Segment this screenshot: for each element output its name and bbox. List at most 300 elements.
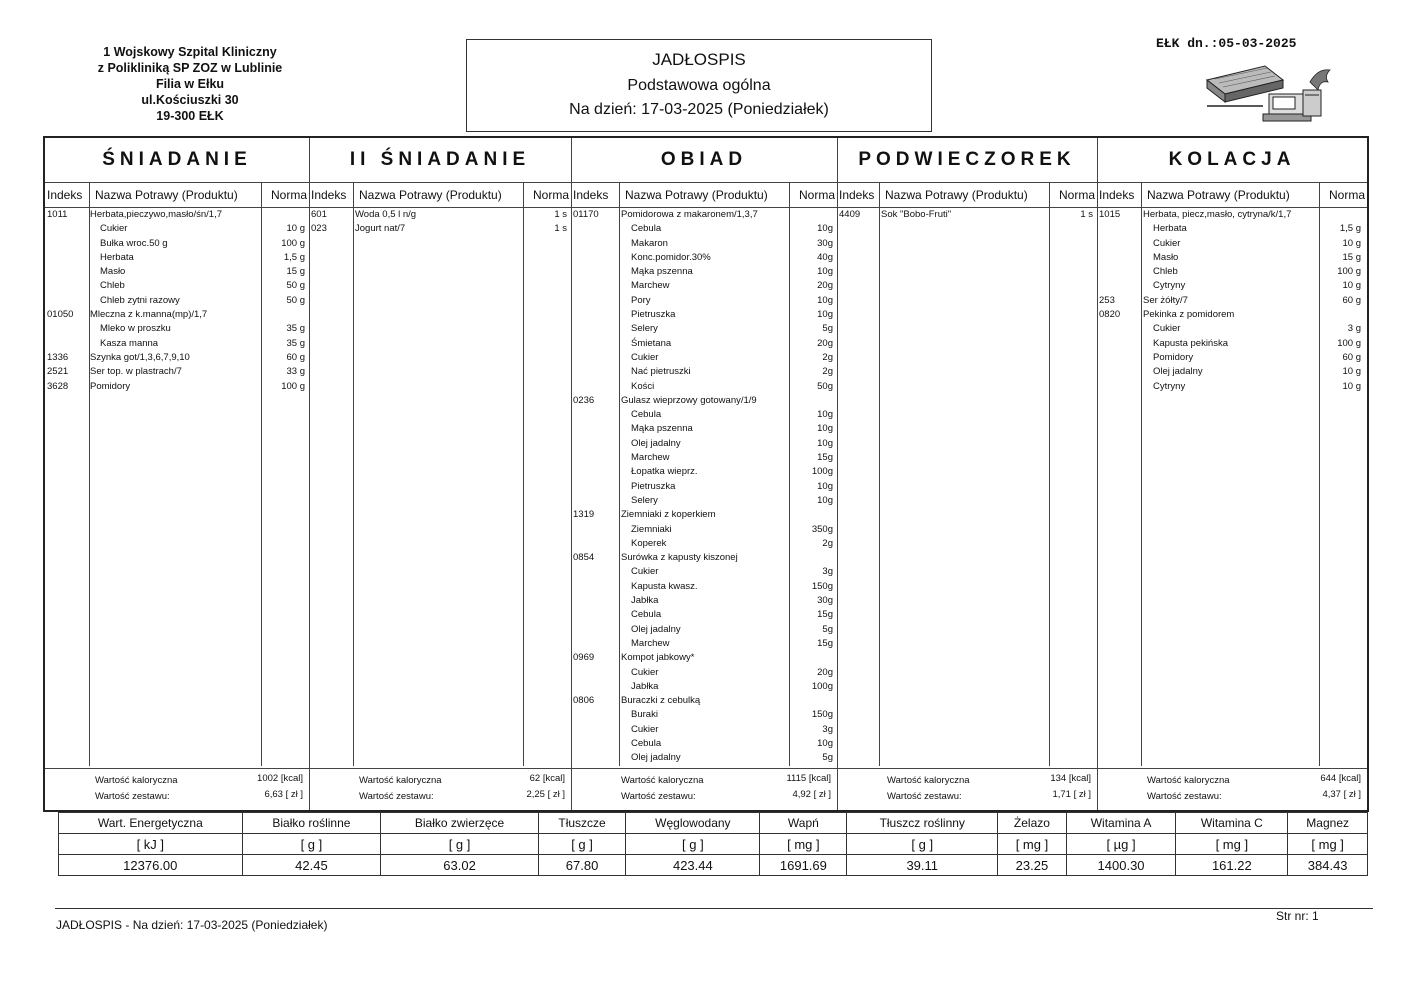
dish-name: Jabłka — [631, 595, 659, 607]
dish-row — [1097, 251, 1367, 265]
dish-name: Chleb — [1153, 266, 1178, 278]
nutrition-unit-cell: [ µg ] — [1066, 834, 1176, 855]
dish-norm: 15 g — [286, 266, 305, 278]
dish-index: 601 — [311, 209, 327, 220]
dish-norm: 10 g — [286, 223, 305, 235]
header-index: Indeks — [47, 188, 83, 202]
dish-row — [1097, 208, 1367, 222]
dish-name: Mleko w proszku — [100, 323, 171, 335]
dish-norm: 20g — [817, 280, 833, 292]
dish-row — [571, 637, 837, 651]
dish-row — [571, 480, 837, 494]
dish-row — [1097, 365, 1367, 379]
dish-index: 0820 — [1099, 309, 1121, 321]
dish-index: 253 — [1099, 294, 1115, 306]
hospital-branch: z Polikliniką SP ZOZ w Lublinie — [97, 61, 283, 75]
nutrition-value-cell: 42.45 — [242, 855, 381, 876]
index-divider — [879, 182, 880, 766]
dish-name: Cukier — [1153, 323, 1181, 335]
calorie-label: Wartość kaloryczna — [359, 775, 442, 786]
dish-name: Kasza manna — [100, 337, 159, 349]
dish-row — [309, 222, 571, 236]
dish-name: Konc.pomidor.30% — [631, 251, 711, 263]
dish-row — [571, 523, 837, 537]
nutrition-label-cell: Tłuszcze — [538, 813, 625, 834]
nutrition-unit-cell: [ kJ ] — [59, 834, 243, 855]
dish-name: Ziemniaki — [631, 523, 672, 535]
header-norm: Norma — [270, 188, 307, 202]
meal-column — [571, 138, 838, 810]
dish-row — [1097, 265, 1367, 279]
dish-row — [45, 380, 309, 394]
column-headers — [1097, 183, 1367, 208]
diet-type: Podstawowa ogólna — [627, 77, 771, 94]
nutrition-label-cell: Białko zwierzęce — [381, 813, 539, 834]
dish-norm: 50g — [817, 380, 833, 392]
column-headers — [309, 183, 571, 208]
nutrition-table — [58, 812, 1368, 876]
cost-label: Wartość zestawu: — [887, 791, 962, 802]
footer-divider — [55, 908, 1373, 909]
meal-title: OBIAD — [571, 138, 837, 183]
cost-label: Wartość zestawu: — [359, 791, 434, 802]
dish-name: Makaron — [631, 237, 668, 249]
dish-row — [571, 608, 837, 622]
title-box — [466, 39, 932, 132]
cost-label: Wartość zestawu: — [1147, 791, 1222, 802]
nutrition-label-cell: Witamina C — [1176, 813, 1288, 834]
dish-norm: 10g — [817, 494, 833, 506]
header-norm: Norma — [1058, 188, 1095, 202]
cost-label: Wartość zestawu: — [95, 791, 170, 802]
dish-norm: 150g — [811, 580, 833, 592]
dish-row — [1097, 380, 1367, 394]
dish-name: Cytryny — [1153, 280, 1186, 292]
dish-name: Kapusta pekińska — [1153, 337, 1228, 349]
header-name: Nazwa Potrawy (Produktu) — [95, 188, 238, 202]
dish-row — [1097, 279, 1367, 293]
dish-index: 1011 — [47, 209, 68, 220]
nutrition-label-cell: Wapń — [760, 813, 847, 834]
dish-norm: 10g — [817, 309, 833, 321]
calorie-value: 134 [kcal] — [1050, 773, 1091, 784]
meal-summary — [309, 768, 571, 811]
dish-name: Pietruszka — [631, 309, 676, 321]
dish-name: Cukier — [631, 566, 659, 578]
dish-row — [45, 337, 309, 351]
dish-row — [571, 337, 837, 351]
dish-row — [571, 237, 837, 251]
dish-row — [571, 508, 837, 522]
dish-name: Cebula — [631, 737, 662, 749]
dish-norm: 10g — [817, 480, 833, 492]
dish-row — [571, 751, 837, 765]
nutrition-label-cell: Tłuszcz roślinny — [847, 813, 998, 834]
dish-norm: 5g — [822, 323, 833, 335]
nutrition-unit-cell: [ g ] — [242, 834, 381, 855]
dish-name: Cukier — [631, 351, 659, 363]
dish-name: Nać pietruszki — [631, 366, 691, 378]
nutrition-label-cell: Żelazo — [998, 813, 1067, 834]
dish-norm: 60 g — [1342, 351, 1361, 363]
nutrition-value-cell: 423.44 — [626, 855, 760, 876]
nutrition-unit-cell: [ g ] — [381, 834, 539, 855]
calorie-value: 1002 [kcal] — [257, 773, 303, 784]
dish-name: Pietruszka — [631, 480, 676, 492]
dish-name: Kapusta kwasz. — [631, 580, 698, 592]
dish-row — [571, 537, 837, 551]
nutrition-label-cell: Wart. Energetyczna — [59, 813, 243, 834]
dish-row — [571, 723, 837, 737]
dish-index: 0236 — [573, 394, 595, 406]
dish-row — [45, 294, 309, 308]
dish-row — [571, 651, 837, 665]
dish-norm: 100 g — [1337, 266, 1361, 278]
dish-norm: 2g — [822, 351, 833, 363]
nutrition-value-cell: 1400.30 — [1066, 855, 1176, 876]
dish-index: 1319 — [573, 509, 595, 521]
calorie-label: Wartość kaloryczna — [621, 775, 704, 786]
dish-index: 1336 — [47, 351, 69, 363]
issue-date: EŁK dn.:05-03-2025 — [1156, 36, 1297, 51]
dish-name: Jogurt nat/7 — [355, 223, 406, 235]
header-name: Nazwa Potrawy (Produktu) — [625, 188, 768, 202]
nutrition-value-cell: 1691.69 — [760, 855, 847, 876]
meal-title: PODWIECZOREK — [837, 138, 1097, 183]
dish-name: Sok "Bobo-Fruti" — [881, 209, 952, 220]
dish-index: 0806 — [573, 695, 595, 707]
dish-name: Woda 0,5 l n/g — [355, 209, 417, 220]
dish-row — [571, 708, 837, 722]
dish-row — [571, 623, 837, 637]
cost-value: 4,37 [ zł ] — [1322, 789, 1361, 800]
dish-row — [1097, 337, 1367, 351]
hospital-street: ul.Kościuszki 30 — [141, 93, 239, 107]
hospital-address — [60, 44, 320, 124]
dish-norm: 60 g — [1342, 294, 1361, 306]
dish-name: Cukier — [631, 723, 659, 735]
calorie-value: 1115 [kcal] — [786, 773, 831, 784]
dish-norm: 10 g — [1342, 366, 1361, 378]
dish-row — [571, 694, 837, 708]
calorie-label: Wartość kaloryczna — [95, 775, 178, 786]
dish-name: Cukier — [1153, 237, 1181, 249]
dish-norm: 10g — [817, 423, 833, 435]
hospital-city-branch: Filia w Ełku — [155, 77, 225, 91]
dish-name: Pomidory — [90, 380, 131, 392]
meal-column — [1097, 138, 1367, 810]
dish-norm: 15g — [817, 609, 833, 621]
dish-name: Buraki — [631, 709, 658, 721]
nutrition-value-cell: 384.43 — [1288, 855, 1368, 876]
dish-row — [1097, 351, 1367, 365]
dish-row — [571, 494, 837, 508]
meal-title: II ŚNIADANIE — [309, 138, 571, 183]
nutrition-unit-cell: [ mg ] — [760, 834, 847, 855]
dish-norm: 100 g — [281, 380, 305, 392]
dish-name: Koperek — [631, 537, 667, 549]
dish-norm: 100g — [811, 680, 833, 692]
page-title: JADŁOSPIS — [652, 50, 746, 69]
dish-name: Mleczna z k.manna(mp)/1,7 — [90, 309, 208, 321]
dish-row — [571, 279, 837, 293]
calorie-label: Wartość kaloryczna — [1147, 775, 1230, 786]
calorie-value: 644 [kcal] — [1320, 773, 1361, 784]
dish-norm: 100g — [811, 466, 833, 478]
dish-row — [45, 279, 309, 293]
dish-norm: 30g — [817, 237, 833, 249]
dish-name: Olej jadalny — [631, 437, 681, 449]
dish-norm: 1 s — [1080, 209, 1093, 220]
nutrition-unit-cell: [ g ] — [847, 834, 998, 855]
meal-title: ŚNIADANIE — [45, 138, 309, 183]
column-headers — [45, 183, 309, 208]
dish-row — [1097, 222, 1367, 236]
dish-name: Śmietana — [631, 337, 672, 349]
meal-summary — [571, 768, 837, 811]
dish-index: 1015 — [1099, 209, 1121, 220]
dish-row — [1097, 294, 1367, 308]
dish-name: Kości — [631, 380, 655, 392]
dish-name: Gulasz wieprzowy gotowany/1/9 — [621, 394, 757, 406]
dish-name: Cytryny — [1153, 380, 1186, 392]
dish-name: Marchew — [631, 637, 670, 649]
dish-name: Herbata, piecz,masło, cytryna/k/1,7 — [1143, 209, 1292, 220]
dish-name: Olej jadalny — [1153, 366, 1203, 378]
dish-norm: 10g — [817, 294, 833, 306]
dish-norm: 33 g — [286, 366, 305, 378]
cost-label: Wartość zestawu: — [621, 791, 696, 802]
dish-row — [45, 222, 309, 236]
norm-divider — [523, 182, 524, 766]
dish-name: Cebula — [631, 409, 662, 421]
cost-value: 4,92 [ zł ] — [792, 789, 831, 800]
dish-name: Masło — [1153, 251, 1179, 263]
dish-row — [571, 437, 837, 451]
nutrition-value-cell: 23.25 — [998, 855, 1067, 876]
dish-row — [571, 380, 837, 394]
nutrition-label-cell: Białko roślinne — [242, 813, 381, 834]
dish-name: Pomidory — [1153, 351, 1194, 363]
dish-name: Masło — [100, 266, 126, 278]
dish-row — [571, 680, 837, 694]
nutrition-unit-cell: [ mg ] — [1176, 834, 1288, 855]
dish-norm: 10g — [817, 266, 833, 278]
dish-name: Pomidorowa z makaronem/1,3,7 — [621, 209, 758, 220]
header-name: Nazwa Potrawy (Produktu) — [885, 188, 1028, 202]
nutrition-values-row — [59, 855, 1368, 876]
column-headers — [571, 183, 837, 208]
header-norm: Norma — [532, 188, 569, 202]
meal-summary — [837, 768, 1097, 811]
dish-row — [571, 408, 837, 422]
nutrition-unit-cell: [ mg ] — [998, 834, 1067, 855]
nutrition-label-cell: Magnez — [1288, 813, 1368, 834]
dish-name: Marchew — [631, 280, 670, 292]
hospital-postcode: 19-300 EŁK — [156, 109, 224, 123]
dish-norm: 10g — [817, 223, 833, 235]
dish-row — [571, 308, 837, 322]
menu-date: Na dzień: 17-03-2025 (Poniedziałek) — [569, 101, 829, 118]
dish-row — [571, 351, 837, 365]
header-index: Indeks — [573, 188, 609, 202]
dish-row — [309, 208, 571, 222]
meal-column — [45, 138, 310, 810]
dish-index: 2521 — [47, 366, 69, 378]
dish-list — [1097, 208, 1367, 394]
dish-norm: 3 g — [1347, 323, 1361, 335]
dish-row — [571, 580, 837, 594]
dish-row — [45, 322, 309, 336]
dish-index: 0854 — [573, 552, 595, 564]
dish-name: Cukier — [100, 223, 128, 235]
dish-row — [571, 465, 837, 479]
nutrition-value-cell: 39.11 — [847, 855, 998, 876]
dish-norm: 35 g — [286, 323, 305, 335]
dish-norm: 10 g — [1342, 237, 1361, 249]
dish-name: Kompot jabkowy* — [621, 652, 695, 664]
dish-name: Jabłka — [631, 680, 659, 692]
dish-name: Herbata,pieczywo,masło/śn/1,7 — [90, 209, 223, 220]
dish-norm: 20g — [817, 337, 833, 349]
dish-row — [571, 294, 837, 308]
index-divider — [353, 182, 354, 766]
nutrition-unit-cell: [ g ] — [538, 834, 625, 855]
dish-row — [45, 351, 309, 365]
dish-row — [45, 308, 309, 322]
dish-row — [1097, 308, 1367, 322]
dish-index: 01050 — [47, 309, 74, 321]
dish-row — [571, 422, 837, 436]
dish-row — [571, 265, 837, 279]
dish-norm: 5g — [822, 752, 833, 764]
dish-row — [571, 251, 837, 265]
dish-index: 4409 — [839, 209, 861, 220]
dish-norm: 10 g — [1342, 380, 1361, 392]
dish-norm: 350g — [811, 523, 833, 535]
dish-row — [571, 322, 837, 336]
dish-index: 023 — [311, 223, 327, 235]
dish-norm: 10g — [817, 409, 833, 421]
dish-name: Bułka wroc.50 g — [100, 237, 168, 249]
nutrition-value-cell: 63.02 — [381, 855, 539, 876]
dish-name: Łopatka wieprz. — [631, 466, 698, 478]
computer-books-icon — [1205, 62, 1335, 124]
column-headers — [837, 183, 1097, 208]
dish-name: Pekinka z pomidorem — [1143, 309, 1235, 321]
nutrition-value-cell: 12376.00 — [59, 855, 243, 876]
dish-name: Olej jadalny — [631, 752, 681, 764]
dish-name: Ser top. w plastrach/7 — [90, 366, 182, 378]
header-index: Indeks — [1099, 188, 1135, 202]
dish-row — [45, 208, 309, 222]
nutrition-label-cell: Witamina A — [1066, 813, 1176, 834]
header-index: Indeks — [311, 188, 347, 202]
dish-row — [45, 365, 309, 379]
nutrition-unit-cell: [ mg ] — [1288, 834, 1368, 855]
dish-name: Buraczki z cebulką — [621, 695, 701, 707]
dish-row — [571, 551, 837, 565]
dish-row — [837, 208, 1097, 222]
header-norm: Norma — [798, 188, 835, 202]
dish-norm: 10g — [817, 437, 833, 449]
dish-name: Cukier — [631, 666, 659, 678]
dish-row — [571, 208, 837, 222]
dish-norm: 60 g — [286, 351, 305, 363]
dish-row — [571, 594, 837, 608]
nutrition-units-row — [59, 834, 1368, 855]
dish-name: Mąka pszenna — [631, 266, 693, 278]
dish-name: Cebula — [631, 609, 662, 621]
meal-column — [309, 138, 572, 810]
nutrition-unit-cell: [ g ] — [626, 834, 760, 855]
dish-norm: 100 g — [281, 237, 305, 249]
dish-norm: 5g — [822, 623, 833, 635]
header-name: Nazwa Potrawy (Produktu) — [359, 188, 502, 202]
dish-list — [309, 208, 571, 237]
header-name: Nazwa Potrawy (Produktu) — [1147, 188, 1290, 202]
calorie-label: Wartość kaloryczna — [887, 775, 970, 786]
dish-norm: 3g — [822, 723, 833, 735]
dish-name: Ser żółty/7 — [1143, 294, 1188, 306]
dish-index: 0969 — [573, 652, 595, 664]
dish-name: Pory — [631, 294, 651, 306]
dish-norm: 15g — [817, 637, 833, 649]
dish-name: Ziemniaki z koperkiem — [621, 509, 716, 521]
dish-norm: 150g — [811, 709, 833, 721]
menu-table — [43, 136, 1369, 812]
dish-norm: 2g — [822, 537, 833, 549]
meal-summary — [1097, 768, 1367, 811]
dish-row — [571, 666, 837, 680]
dish-norm: 20g — [817, 666, 833, 678]
norm-divider — [1049, 182, 1050, 766]
dish-list — [45, 208, 309, 394]
cost-value: 1,71 [ zł ] — [1052, 789, 1091, 800]
dish-name: Cebula — [631, 223, 662, 235]
header-index: Indeks — [839, 188, 875, 202]
dish-name: Selery — [631, 323, 658, 335]
dish-row — [1097, 322, 1367, 336]
dish-norm: 1,5 g — [1339, 223, 1361, 235]
hospital-name: 1 Wojskowy Szpital Kliniczny — [103, 45, 277, 59]
cost-value: 6,63 [ zł ] — [264, 789, 303, 800]
dish-name: Surówka z kapusty kiszonej — [621, 552, 738, 564]
dish-norm: 10g — [817, 737, 833, 749]
dish-norm: 50 g — [286, 294, 305, 306]
dish-list — [571, 208, 837, 766]
dish-name: Herbata — [1153, 223, 1187, 235]
meal-column — [837, 138, 1098, 810]
dish-name: Mąka pszenna — [631, 423, 693, 435]
dish-norm: 3g — [822, 566, 833, 578]
dish-norm: 15 g — [1342, 251, 1361, 263]
cost-value: 2,25 [ zł ] — [526, 789, 565, 800]
dish-name: Chleb — [100, 280, 125, 292]
dish-index: 01170 — [573, 209, 599, 220]
dish-name: Selery — [631, 494, 658, 506]
dish-norm: 1,5 g — [283, 251, 305, 263]
nutrition-value-cell: 161.22 — [1176, 855, 1288, 876]
dish-row — [45, 237, 309, 251]
dish-row — [1097, 237, 1367, 251]
dish-norm: 30g — [817, 595, 833, 607]
dish-name: Szynka got/1,3,6,7,9,10 — [90, 351, 190, 363]
nutrition-value-cell: 67.80 — [538, 855, 625, 876]
dish-row — [571, 565, 837, 579]
dish-row — [571, 737, 837, 751]
dish-name: Herbata — [100, 251, 134, 263]
